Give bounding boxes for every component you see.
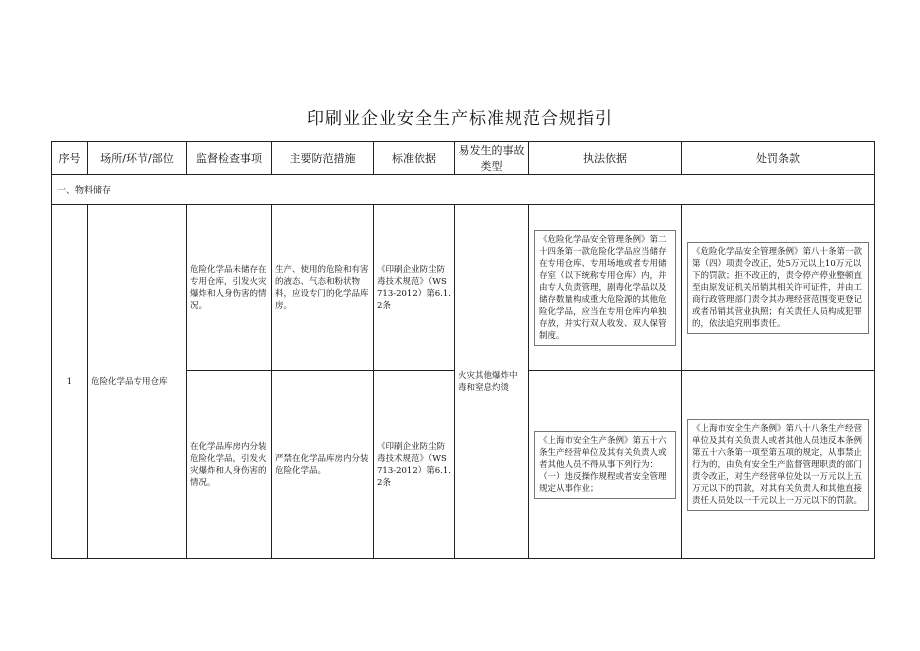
- section-row: [52, 175, 875, 205]
- item-cell: 危险化学品未储存在专用仓库，引发火灾爆炸和人身伤害的情况。: [187, 205, 272, 371]
- accident-cell: 火灾其他爆炸中毒和窒息灼烫: [455, 205, 529, 559]
- header-row: [52, 142, 875, 175]
- measure-cell: 严禁在化学品库房内分装危险化学品。: [272, 371, 374, 559]
- col-header-measure: 主要防范措施: [272, 142, 374, 175]
- compliance-table: [51, 141, 875, 559]
- standard-cell: 《印刷企业防尘防毒技术规范》（WS713-2012）第6.1.2条: [374, 371, 455, 559]
- law-cell: [529, 371, 682, 559]
- table-row: [52, 205, 875, 371]
- penalty-text: 《危险化学品安全管理条例》第八十条第一款第（四）项责令改正，处5万元以上10万元以下的罚款；拒不改正的，责令停产停业整顿直至由原发证机关吊销其相关许可证件，并由工商行政管理部门责令其办理经营范围变更登记或者吊销其营业执照；有关责任人员构成犯罪的，依法追究刑事责任。: [687, 242, 869, 334]
- law-text: 《上海市安全生产条例》第五十六条生产经营单位及其有关负责人或者其他人员不得从事下列行为：（一）违反操作规程或者安全管理规定从事作业；: [534, 431, 676, 499]
- col-header-standard: 标准依据: [374, 142, 455, 175]
- col-header-penalty: 处罚条款: [682, 142, 875, 175]
- penalty-text: 《上海市安全生产条例》第八十八条生产经营单位及其有关负责人或者其他人员违反本条例第五十六条第一项至第五项的规定，从事禁止行为的，由负有安全生产监督管理职责的部门责令改正，对生产经营单位处以一万元以上五万元以下的罚款，对其有关负责人和其他直接责任人员处以一千元以上一万元以下的罚款。: [687, 419, 869, 511]
- measure-cell: 生产、使用的危险和有害的液态、气态和粉状物料，应设专门的化学品库房。: [272, 205, 374, 371]
- col-header-place: 场所/环节/部位: [88, 142, 187, 175]
- col-header-law: 执法依据: [529, 142, 682, 175]
- place-cell: 危险化学品专用仓库: [88, 205, 187, 559]
- penalty-cell: [682, 205, 875, 371]
- penalty-cell: [682, 371, 875, 559]
- col-header-item: 监督检查事项: [187, 142, 272, 175]
- row-number: 1: [52, 205, 88, 559]
- law-text: 《危险化学品安全管理条例》第二十四条第一款危险化学品应当储存在专用仓库、专用场地或者专用储存室（以下统称专用仓库）内，并由专人负责管理，剧毒化学品以及储存数量构成重大危险源的其他危险化学品，应当在专用仓库内单独存放，并实行双人收发、双人保管制度。: [534, 230, 676, 346]
- law-cell: [529, 205, 682, 371]
- col-header-accident: 易发生的事故类型: [455, 142, 529, 175]
- standard-cell: 《印刷企业防尘防毒技术规范》（WS713-2012）第6.1.2条: [374, 205, 455, 371]
- page-title: 印刷业企业安全生产标准规范合规指引: [307, 109, 613, 129]
- section-title: 一、物料储存: [52, 175, 875, 205]
- item-cell: 在化学品库房内分装危险化学品，引发火灾爆炸和人身伤害的情况。: [187, 371, 272, 559]
- col-header-no: 序号: [52, 142, 88, 175]
